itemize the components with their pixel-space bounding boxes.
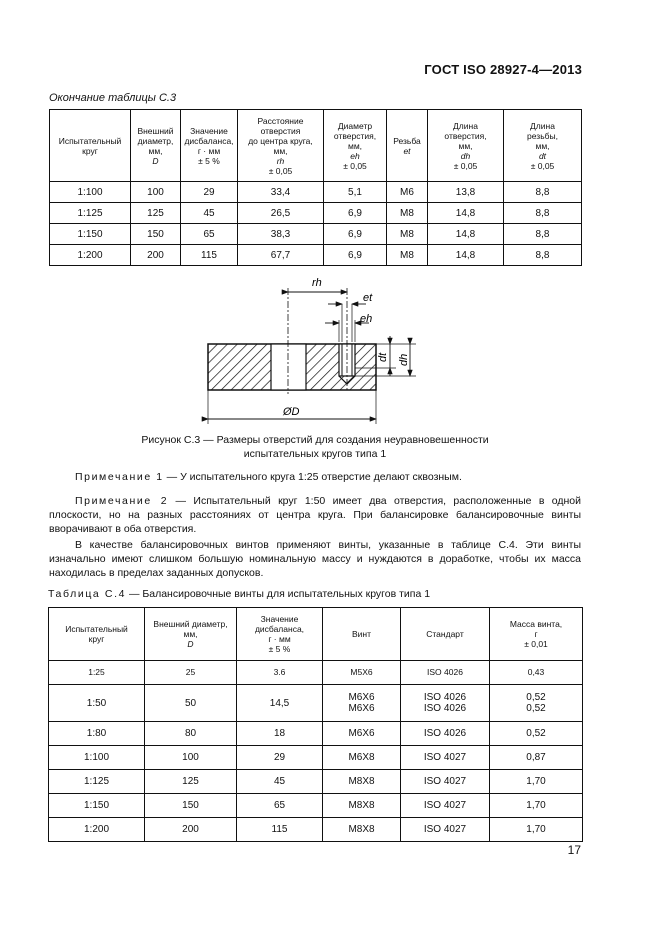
table-cell: 1,70: [490, 770, 583, 794]
document-id: ГОСТ ISO 28927-4—2013: [424, 62, 582, 77]
body-paragraph: В качестве балансировочных винтов применяют винты, указанные в таблице С.4. Эти винты изначально имеют слишком большую номинальную массу и нуждаются в доработке, чтобы их масса находилась в пределах заданных допусков.: [49, 539, 581, 579]
table-cell: 100: [131, 182, 181, 203]
table_c4-header-cell: Испытательный круг: [49, 608, 145, 661]
table-cell: М8: [387, 203, 428, 224]
table-cell: 65: [181, 224, 238, 245]
table-cell: 13,8: [428, 182, 504, 203]
table-cell: 1:150: [49, 794, 145, 818]
table-header-row: [50, 110, 582, 182]
table_c4-header-cell: Внешний диаметр, мм, D: [145, 608, 237, 661]
table_c3-header-cell: Внешний диаметр, мм, D: [131, 110, 181, 182]
table-cell: 125: [145, 770, 237, 794]
table-cell: 38,3: [238, 224, 324, 245]
table-cell: 3.6: [237, 661, 323, 685]
table-cell: 67,7: [238, 245, 324, 266]
note-2: Примечание 2 — Испытательный круг 1:50 имеет два отверстия, расположенные в одной плоскости, но на разных расстояниях от центра круга. При балансировке балансировочные винты вворачивают в оба отверстия.: [49, 495, 582, 535]
table-cell: 65: [237, 794, 323, 818]
table-cell: ISO 4027: [401, 818, 490, 842]
table-cell: M5X6: [323, 661, 401, 685]
note-1: Примечание 1 — У испытательного круга 1:25 отверстие делают сквозным.: [75, 471, 462, 483]
table-cell: M6X6: [323, 722, 401, 746]
table-row: [50, 182, 582, 203]
table-cell: M6X8: [323, 746, 401, 770]
table-cell: ISO 4026: [401, 722, 490, 746]
table-cell: 1:125: [49, 770, 145, 794]
table-cell: 29: [181, 182, 238, 203]
table-cell: 14,5: [237, 685, 323, 722]
table_c4-header-cell: Винт: [323, 608, 401, 661]
table-cell: 1:150: [50, 224, 131, 245]
hole-dimensions-figure: [200, 272, 430, 430]
et-label: et: [363, 292, 373, 304]
table-cell: 5,1: [324, 182, 387, 203]
table-cell: 1:200: [49, 818, 145, 842]
table-cell: ISO 4026 ISO 4026: [401, 685, 490, 722]
table-cell: 45: [237, 770, 323, 794]
table-cell: 18: [237, 722, 323, 746]
table-cell: M6X6 M6X6: [323, 685, 401, 722]
table-header-row: [49, 608, 583, 661]
dh-label: dh: [398, 353, 410, 366]
table-cell: 8,8: [504, 182, 582, 203]
table-cell: M8X8: [323, 818, 401, 842]
center-hole: [271, 344, 306, 390]
table-cell: 8,8: [504, 245, 582, 266]
table-row: [49, 794, 583, 818]
table-cell: 6,9: [324, 203, 387, 224]
table-cell: 25: [145, 661, 237, 685]
table-cell: 0,43: [490, 661, 583, 685]
table-c3: [49, 109, 582, 266]
table-cell: 8,8: [504, 203, 582, 224]
table-row: [49, 661, 583, 685]
table-cell: 1:25: [49, 661, 145, 685]
table-cell: М6: [387, 182, 428, 203]
table-cell: 100: [145, 746, 237, 770]
table-cell: ISO 4027: [401, 746, 490, 770]
table-cell: 50: [145, 685, 237, 722]
table-cell: 6,9: [324, 245, 387, 266]
table-cell: 6,9: [324, 224, 387, 245]
table_c4-header-cell: Масса винта, г ± 0,01: [490, 608, 583, 661]
rh-label: rh: [312, 277, 322, 289]
table-row: [49, 722, 583, 746]
table-cell: 14,8: [428, 203, 504, 224]
table-cell: 0,87: [490, 746, 583, 770]
table-cell: M8X8: [323, 770, 401, 794]
table-cell: 200: [145, 818, 237, 842]
eh-label: eh: [360, 313, 373, 325]
table-cell: 0,52 0,52: [490, 685, 583, 722]
table-cell: 200: [131, 245, 181, 266]
table-cell: 1:125: [50, 203, 131, 224]
table-cell: 14,8: [428, 245, 504, 266]
table-cell: 1,70: [490, 818, 583, 842]
table-row: [50, 245, 582, 266]
table-c4: [48, 607, 583, 842]
table-cell: 8,8: [504, 224, 582, 245]
table-row: [50, 203, 582, 224]
table-cell: 14,8: [428, 224, 504, 245]
table-c4-caption: Таблица С.4 — Балансировочные винты для испытательных кругов типа 1: [48, 588, 431, 600]
table-row: [49, 818, 583, 842]
table-row: [49, 770, 583, 794]
table_c3-header-cell: Длина отверстия, мм, dh ± 0,05: [428, 110, 504, 182]
table-row: [49, 685, 583, 722]
page-number: 17: [567, 843, 581, 857]
table-cell: 115: [181, 245, 238, 266]
table-cell: ISO 4026: [401, 661, 490, 685]
table-cell: 80: [145, 722, 237, 746]
table-cell: 115: [237, 818, 323, 842]
table-cell: 33,4: [238, 182, 324, 203]
table-c3-caption: Окончание таблицы С.3: [49, 92, 177, 104]
figure-caption: Рисунок С.3 — Размеры отверстий для создания неуравновешенности испытательных кругов типа 1: [141, 434, 489, 460]
diameter-label: ØD: [283, 406, 300, 418]
table_c4-header-cell: Значение дисбаланса, г · мм ± 5 %: [237, 608, 323, 661]
table-cell: 1:200: [50, 245, 131, 266]
table-cell: 150: [131, 224, 181, 245]
table_c3-header-cell: Расстояние отверстия до центра круга, мм, rh ± 0,05: [238, 110, 324, 182]
table_c4-header-cell: Стандарт: [401, 608, 490, 661]
table-cell: 125: [131, 203, 181, 224]
table-cell: 0,52: [490, 722, 583, 746]
table-row: [50, 224, 582, 245]
dt-label: dt: [377, 352, 389, 362]
table-cell: 45: [181, 203, 238, 224]
table_c3-header-cell: Резьба et: [387, 110, 428, 182]
table_c3-header-cell: Длина резьбы, мм, dt ± 0,05: [504, 110, 582, 182]
table-cell: М8: [387, 245, 428, 266]
table-cell: 1:80: [49, 722, 145, 746]
table-cell: M8X8: [323, 794, 401, 818]
table-cell: 1:50: [49, 685, 145, 722]
table-cell: М8: [387, 224, 428, 245]
table_c3-header-cell: Диаметр отверстия, мм, eh ± 0,05: [324, 110, 387, 182]
table-cell: 1:100: [49, 746, 145, 770]
table_c3-header-cell: Значение дисбаланса, г · мм ± 5 %: [181, 110, 238, 182]
table-cell: 29: [237, 746, 323, 770]
table-cell: 150: [145, 794, 237, 818]
table-cell: ISO 4027: [401, 794, 490, 818]
table_c3-header-cell: Испытательный круг: [50, 110, 131, 182]
table-cell: ISO 4027: [401, 770, 490, 794]
table-row: [49, 746, 583, 770]
table-cell: 1,70: [490, 794, 583, 818]
table-cell: 26,5: [238, 203, 324, 224]
table-cell: 1:100: [50, 182, 131, 203]
